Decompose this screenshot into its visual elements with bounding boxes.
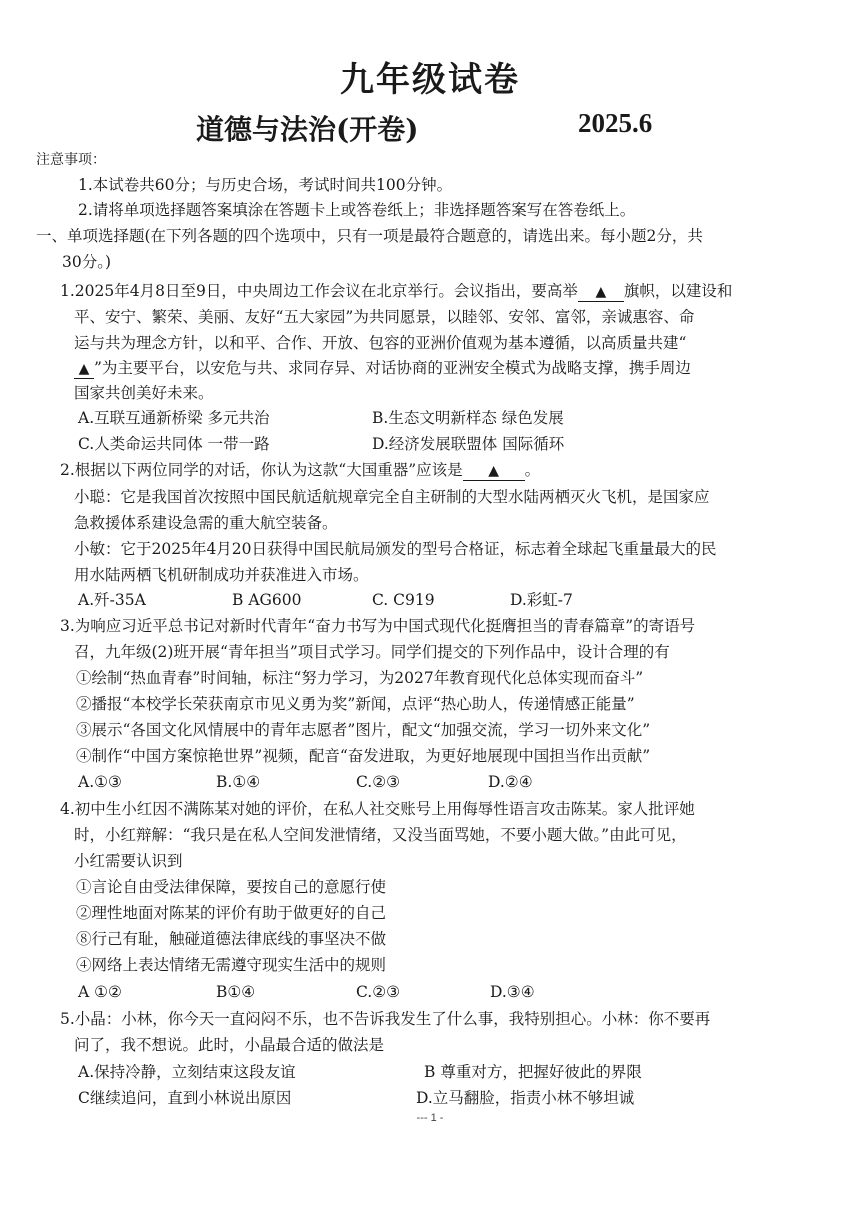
- option-a: A.保持冷静，立刻结束这段友谊: [78, 1063, 296, 1081]
- question-2-text: 。: [524, 461, 541, 479]
- question-1-text: 旗帜，以建设和: [623, 282, 733, 300]
- question-2-line: 小敏：它于2025年4月20日获得中国民航局颁发的型号合格证，标志着全球起飞重量最大的民: [74, 540, 717, 558]
- option-d: D.立马翻脸，指责小林不够坦诚: [416, 1089, 635, 1107]
- question-4-line: 4.初中生小红因不满陈某对她的评价，在私人社交账号上用侮辱性语言攻击陈某。家人批评她: [60, 800, 695, 818]
- question-1-line: 运与共为理念方针，以和平、合作、开放、包容的亚洲价值观为基本遵循，以高质量共建“: [74, 334, 687, 352]
- section-heading: 一、单项选择题(在下列各题的四个选项中，只有一项是最符合题意的，请选出来。每小题2分，共: [36, 227, 703, 245]
- option-c: C. C919: [372, 591, 435, 609]
- option-d: D.彩虹-7: [510, 591, 573, 609]
- option-c: C继续追问，直到小林说出原因: [78, 1089, 292, 1107]
- question-1-line: [74, 358, 691, 379]
- question-2-text: 2.根据以下两位同学的对话，你认为这款“大国重器”应该是: [60, 461, 463, 479]
- statement-item: ③展示“各国文化风情展中的青年志愿者”图片，配文“加强交流，学习一切外来文化”: [76, 721, 651, 739]
- option-d: D.③④: [490, 983, 535, 1001]
- statement-item: ④网络上表达情绪无需遵守现实生活中的规则: [76, 956, 387, 974]
- question-2-line: 急救援体系建设急需的重大航空装备。: [74, 514, 338, 532]
- note-item: 1.本试卷共60分；与历史合场，考试时间共100分钟。: [78, 176, 453, 194]
- option-d: D.②④: [488, 773, 533, 791]
- option-a: A.歼-35A: [78, 591, 146, 609]
- question-1-line: 平、安宁、繁荣、美丽、友好“五大家园”为共同愿景，以睦邻、安邻、富邻，亲诚惠容、命: [74, 308, 695, 326]
- question-5-line: 问了，我不想说。此时，小晶最合适的做法是: [74, 1036, 385, 1054]
- notes-heading: 注意事项：: [36, 152, 106, 168]
- option-b: B.生态文明新样态 绿色发展: [372, 409, 564, 427]
- option-b: B 尊重对方，把握好彼此的界限: [424, 1063, 642, 1081]
- question-1-line: 国家共创美好未来。: [74, 384, 214, 402]
- option-b: B①④: [216, 983, 256, 1001]
- exam-subject: 道德与法治(开卷): [196, 113, 419, 146]
- question-4-line: 时，小红辩解：“我只是在私人空间发泄情绪，又没当面骂她，不要小题大做。”由此可见，: [74, 826, 687, 844]
- section-heading-cont: 30分。): [62, 253, 112, 271]
- question-1-text: ”为主要平台，以安危与共、求同存异、对话协商的亚洲安全模式为战略支撑，携手周边: [94, 359, 691, 377]
- statement-item: ①绘制“热血青春”时间轴，标注“努力学习，为2027年教育现代化总体实现而奋斗”: [76, 669, 644, 687]
- question-3-line: 召，九年级(2)班开展“青年担当”项目式学习。同学们提交的下列作品中，设计合理的有: [74, 643, 670, 661]
- question-1-line: [60, 281, 732, 302]
- question-1-text: 1.2025年4月8日至9日，中央周边工作会议在北京举行。会议指出，要高举: [60, 282, 578, 300]
- option-c: C.人类命运共同体 一带一路: [78, 435, 270, 453]
- option-a: A.①③: [78, 773, 122, 791]
- question-2-line: 小聪：它是我国首次按照中国民航适航规章完全自主研制的大型水陆两栖灭火飞机，是国家应: [74, 488, 710, 506]
- question-2-line: [60, 460, 540, 481]
- statement-item: ②播报“本校学长荣获南京市见义勇为奖”新闻，点评“热心助人，传递情感正能量”: [76, 695, 635, 713]
- statement-item: ④制作“中国方案惊艳世界”视频，配音“奋发进取，为更好地展现中国担当作出贡献”: [76, 747, 651, 765]
- statement-item: ⑧行己有耻，触碰道德法律底线的事坚决不做: [76, 930, 387, 948]
- exam-title: 九年级试卷: [340, 60, 520, 100]
- question-2-line: 用水陆两栖飞机研制成功并获准进入市场。: [74, 566, 369, 584]
- option-b: B AG600: [232, 591, 302, 609]
- exam-date: 2025.6: [578, 108, 653, 138]
- answer-blank: ▲: [74, 360, 94, 379]
- page-number: --- 1 -: [416, 1112, 444, 1124]
- option-b: B.①④: [216, 773, 261, 791]
- question-3-line: 3.为响应习近平总书记对新时代青年“奋力书写为中国式现代化挺膺担当的青春篇章”的寄语号: [60, 617, 696, 635]
- option-a: A ①②: [78, 983, 122, 1001]
- note-item: 2.请将单项选择题答案填涂在答题卡上或答卷纸上；非选择题答案写在答卷纸上。: [78, 201, 636, 219]
- question-4-line: 小红需要认识到: [74, 852, 183, 870]
- answer-blank: ▲: [578, 283, 624, 302]
- statement-item: ①言论自由受法律保障，要按自己的意愿行使: [76, 878, 387, 896]
- answer-blank: ▲: [463, 462, 525, 481]
- option-d: D.经济发展联盟体 国际循环: [372, 435, 565, 453]
- option-c: C.②③: [356, 773, 401, 791]
- statement-item: ②理性地面对陈某的评价有助于做更好的自己: [76, 904, 387, 922]
- option-c: C.②③: [356, 983, 401, 1001]
- question-5-line: 5.小晶：小林，你今天一直闷闷不乐，也不告诉我发生了什么事，我特别担心。小林：你不要再: [60, 1010, 711, 1028]
- option-a: A.互联互通新桥梁 多元共治: [78, 409, 270, 427]
